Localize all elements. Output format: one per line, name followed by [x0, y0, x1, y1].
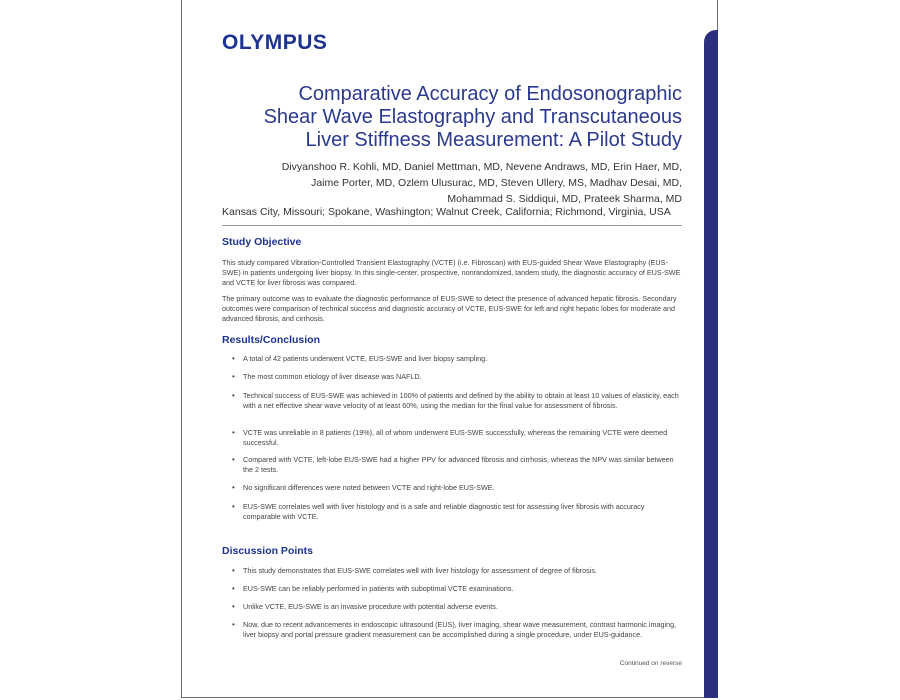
bullet-icon: •	[232, 584, 235, 593]
list-item: • VCTE was unreliable in 8 patients (19%), all of whom underwent EUS-SWE successfully, whereas the remaining VCTE were deemed successful.	[232, 428, 668, 447]
bullet-icon: •	[232, 455, 235, 464]
bullet-icon: •	[232, 602, 235, 611]
list-item: • Now, due to recent advancements in endoscopic ultrasound (EUS), liver imaging, shear wave measurement, contrast harmonic imaging, liver biopsy and portal pressure gradient measurement can be accomplished during a single procedure, under EUS-guidance.	[232, 620, 677, 639]
bullet-icon: •	[232, 566, 235, 575]
list-item: • Technical success of EUS-SWE was achieved in 100% of patients and defined by the ability to obtain at least 10 values of elasticity, each with a net effective shear wave velocity of at least 60%, using the median for the final value for assessment of fibrosis.	[232, 391, 679, 410]
title-line: Shear Wave Elastography and Transcutaneous	[263, 106, 682, 128]
bullet-icon: •	[232, 483, 235, 492]
list-item: • A total of 42 patients underwent VCTE, EUS-SWE and liver biopsy sampling.	[232, 354, 488, 363]
list-item: • Unlike VCTE, EUS-SWE is an invasive procedure with potential adverse events.	[232, 602, 498, 611]
list-item: • Compared with VCTE, left-lobe EUS-SWE had a higher PPV for advanced fibrosis and cirrhosis, whereas the NPV was similar between the 2 tests.	[232, 455, 674, 474]
bullet-icon: •	[232, 354, 235, 363]
title-line: Comparative Accuracy of Endosonographic	[298, 83, 682, 105]
header-divider	[222, 225, 682, 226]
list-item: • No significant differences were noted between VCTE and right-lobe EUS-SWE.	[232, 483, 495, 492]
bullet-icon: •	[232, 391, 235, 400]
bullet-icon: •	[232, 502, 235, 511]
author-line: Mohammad S. Siddiqui, MD, Prateek Sharma, MD	[447, 193, 682, 205]
list-item: • This study demonstrates that EUS-SWE correlates well with liver histology for assessment of degree of fibrosis.	[232, 566, 597, 575]
author-locations: Kansas City, Missouri; Spokane, Washington; Walnut Creek, California; Richmond, Virginia, USA	[222, 206, 671, 218]
bullet-icon: •	[232, 620, 235, 629]
study-objective-paragraph: This study compared Vibration-Controlled Transient Elastography (VCTE) (i.e. Fibroscan) with EUS-guided Shear Wave Elastography (EUS-SWE) in patients undergoing liver biopsy. In this single-center, prospective, nonrandomized, tandem study, the diagnostic accuracy of EUS-SWE and VCTE for liver fibrosis was compared.	[222, 258, 681, 287]
results-heading: Results/Conclusion	[222, 334, 321, 346]
bullet-icon: •	[232, 428, 235, 437]
olympus-logo: OLYMPUS	[222, 31, 328, 54]
author-line: Jaime Porter, MD, Ozlem Ulusurac, MD, Steven Ullery, MS, Madhav Desai, MD,	[311, 177, 682, 189]
study-objective-heading: Study Objective	[222, 236, 302, 248]
bullet-icon: •	[232, 372, 235, 381]
title-line: Liver Stiffness Measurement: A Pilot Study	[305, 129, 682, 151]
author-list	[226, 159, 682, 207]
document-title	[226, 83, 682, 152]
study-objective-paragraph: The primary outcome was to evaluate the diagnostic performance of EUS-SWE to detect the presence of advanced hepatic fibrosis. Secondary outcomes were comparison of technical success and diagnostic accuracy of VCTE, EUS-SWE for left and right hepatic lobes for moderate and advanced fibrosis, and cirrhosis.	[222, 294, 677, 323]
list-item: • EUS-SWE can be reliably performed in patients with suboptimal VCTE examinations.	[232, 584, 514, 593]
brand-side-bar	[704, 30, 718, 698]
discussion-heading: Discussion Points	[222, 545, 314, 557]
author-line: Divyanshoo R. Kohli, MD, Daniel Mettman, MD, Nevene Andraws, MD, Erin Haer, MD,	[281, 161, 682, 173]
list-item: • EUS-SWE correlates well with liver histology and is a safe and reliable diagnostic test for assessing liver fibrosis with accuracy comparable with VCTE.	[232, 502, 645, 521]
list-item: • The most common etiology of liver disease was NAFLD.	[232, 372, 422, 381]
continued-on-reverse-note: Continued on reverse	[619, 660, 682, 667]
